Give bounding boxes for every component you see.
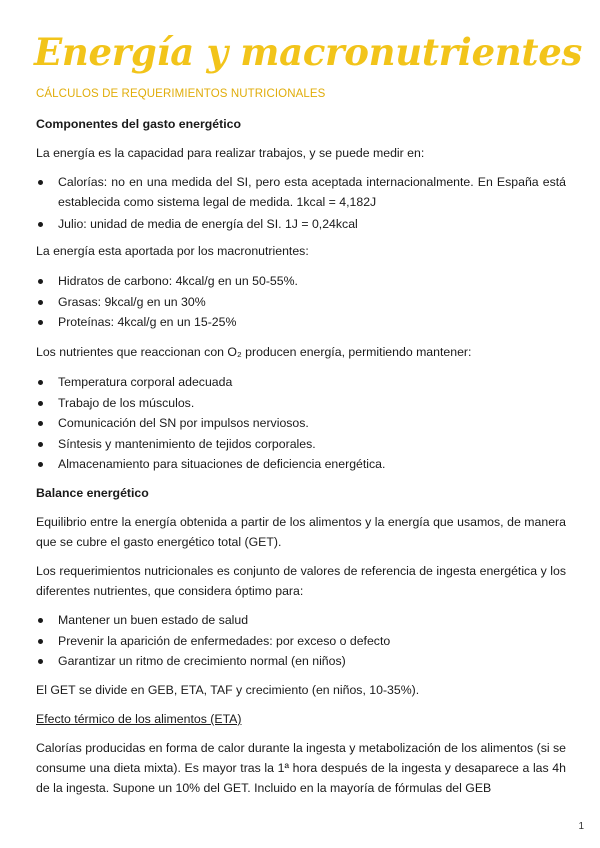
document-title: Energía y macronutrientes bbox=[34, 30, 582, 74]
bullet-icon bbox=[38, 279, 43, 284]
bullet-icon bbox=[38, 421, 43, 426]
list-macronutrientes bbox=[36, 271, 566, 333]
heading-balance: Balance energético bbox=[36, 486, 149, 500]
document-subtitle: CÁLCULOS DE REQUERIMIENTOS NUTRICIONALES bbox=[36, 88, 326, 100]
paragraph-equilibrio: Equilibrio entre la energía obtenida a partir de los alimentos y la energía que usamos, de manera que se cubre el gasto energético total (GET). bbox=[36, 515, 566, 549]
bullet-icon bbox=[38, 222, 43, 227]
bullet-icon bbox=[38, 180, 43, 185]
list-item: Comunicación del SN por impulsos nerviosos. bbox=[36, 413, 566, 434]
list-item: Julio: unidad de media de energía del SI. 1J = 0,24kcal bbox=[36, 214, 566, 235]
paragraph-macronutrientes: La energía esta aportada por los macronutrientes: bbox=[36, 244, 309, 258]
list-funciones bbox=[36, 372, 566, 475]
list-unidades bbox=[36, 172, 566, 235]
paragraph-eta: Calorías producidas en forma de calor durante la ingesta y metabolización de los alimentos (si se consume una dieta mixta). Es mayor tras la 1ª hora después de la ingesta y desaparece a las 4h de la ingesta. Supone un 10% del GET. Incluido en la mayoría de fórmulas del GEB bbox=[36, 741, 566, 795]
heading-eta: Efecto térmico de los alimentos (ETA) bbox=[36, 712, 242, 726]
heading-componentes: Componentes del gasto energético bbox=[36, 117, 241, 131]
bullet-icon bbox=[38, 618, 43, 623]
bullet-icon bbox=[38, 442, 43, 447]
list-item: Calorías: no en una medida del SI, pero esta aceptada internacionalmente. En España está establecida como sistema legal de medida. 1kcal = 4,182J bbox=[36, 172, 566, 214]
list-item: Proteínas: 4kcal/g en un 15-25% bbox=[36, 312, 566, 333]
bullet-icon bbox=[38, 380, 43, 385]
bullet-icon bbox=[38, 639, 43, 644]
list-item: Hidratos de carbono: 4kcal/g en un 50-55%. bbox=[36, 271, 566, 292]
paragraph-energia: La energía es la capacidad para realizar trabajos, y se puede medir en: bbox=[36, 146, 425, 160]
bullet-icon bbox=[38, 401, 43, 406]
bullet-icon bbox=[38, 300, 43, 305]
list-item: Trabajo de los músculos. bbox=[36, 393, 566, 414]
paragraph-nutrientes: Los nutrientes que reaccionan con O₂ producen energía, permitiendo mantener: bbox=[36, 345, 472, 359]
list-item: Garantizar un ritmo de crecimiento normal (en niños) bbox=[36, 651, 566, 672]
list-item: Grasas: 9kcal/g en un 30% bbox=[36, 292, 566, 313]
list-item: Síntesis y mantenimiento de tejidos corporales. bbox=[36, 434, 566, 455]
paragraph-get: El GET se divide en GEB, ETA, TAF y crecimiento (en niños, 10-35%). bbox=[36, 683, 420, 697]
page-number: 1 bbox=[578, 821, 584, 832]
list-objetivos bbox=[36, 610, 566, 672]
list-item: Mantener un buen estado de salud bbox=[36, 610, 566, 631]
bullet-icon bbox=[38, 462, 43, 467]
list-item: Almacenamiento para situaciones de deficiencia energética. bbox=[36, 454, 566, 475]
list-item: Temperatura corporal adecuada bbox=[36, 372, 566, 393]
paragraph-requerimientos: Los requerimientos nutricionales es conjunto de valores de referencia de ingesta energética y los diferentes nutrientes, que considera óptimo para: bbox=[36, 564, 566, 598]
bullet-icon bbox=[38, 320, 43, 325]
bullet-icon bbox=[38, 659, 43, 664]
list-item: Prevenir la aparición de enfermedades: por exceso o defecto bbox=[36, 631, 566, 652]
